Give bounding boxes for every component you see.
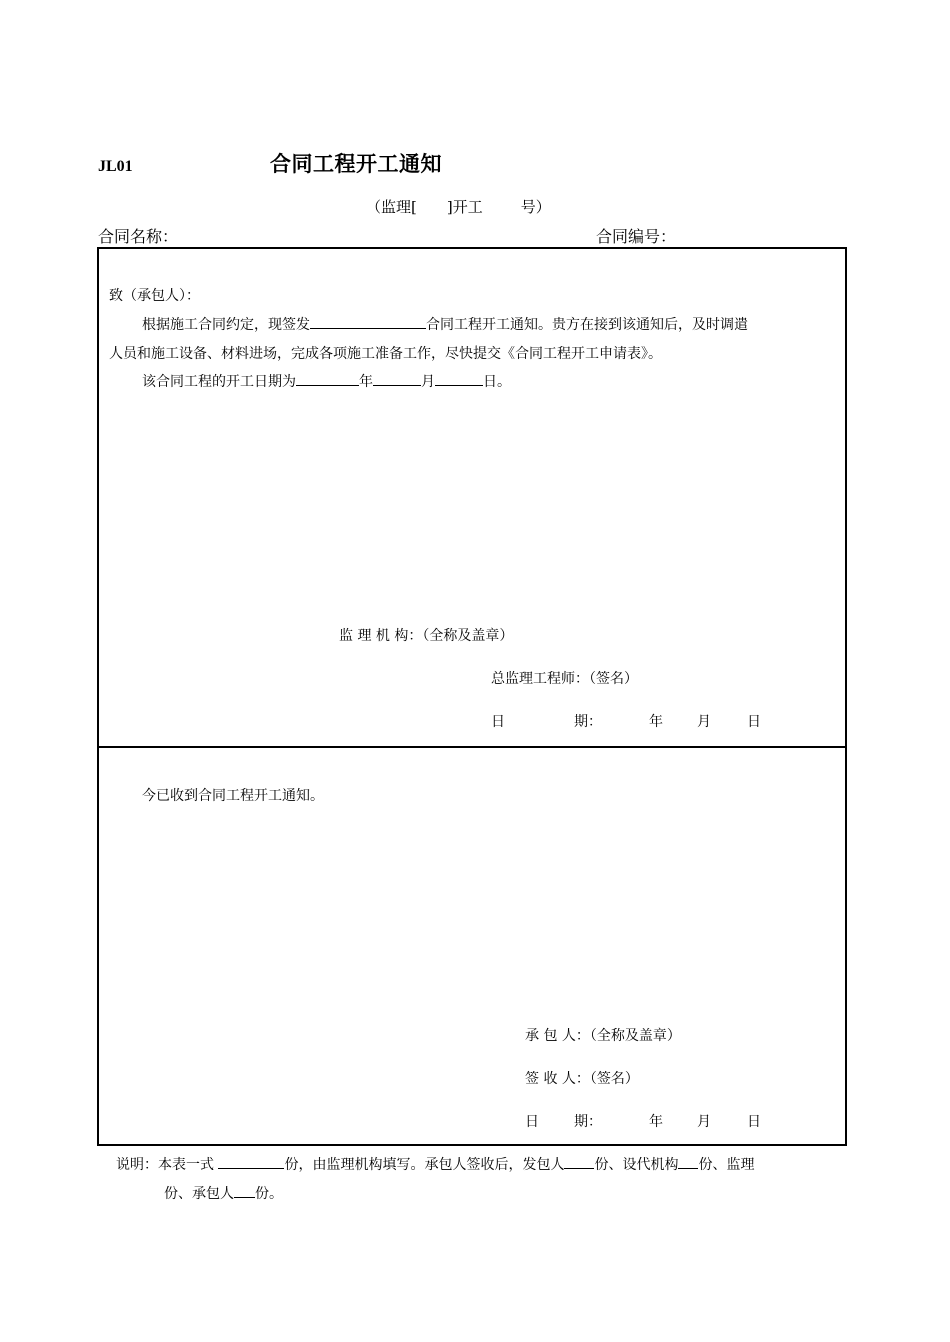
start-date-line [142,371,511,391]
start-day-label: 日。 [483,374,511,390]
receipt-statement: 今已收到合同工程开工通知。 [142,788,324,804]
design-rep-copies-blank[interactable] [678,1154,698,1169]
receipt-date-label-2: 期： [574,1114,602,1130]
receipt-date-month: 月 [697,1114,711,1130]
chief-engineer-label: 总监理工程师：（签名） [491,671,638,687]
start-year-label: 年 [359,374,373,390]
copies-blank[interactable] [218,1154,284,1169]
notice-paragraph-line1 [142,314,748,334]
notice-paragraph-line2: 人员和施工设备、材料进场，完成各项施工准备工作，尽快提交《合同工程开工申请表》。 [109,346,662,362]
notice-date-year: 年 [649,714,663,730]
receipt-date-label: 日 [525,1114,539,1130]
footnote-text-e: 份、承包人 [164,1186,234,1202]
start-date-intro: 该合同工程的开工日期为 [142,374,296,390]
footnote-copies-label: 说明：本表一式 [116,1157,214,1173]
recipient-line: 致（承包人）： [109,288,200,304]
supervisor-org-label: 监 理 机 构：（全称及盖章） [339,628,514,644]
contract-blank[interactable] [310,314,426,329]
footnote-line2 [164,1183,283,1203]
notice-date-month: 月 [697,714,711,730]
para1-start: 根据施工合同约定，现签发 [142,317,310,333]
contract-name-label: 合同名称： [98,227,179,246]
para1-end: 合同工程开工通知。贵方在接到该通知后，及时调遣 [426,317,748,333]
start-year-blank[interactable] [296,371,359,386]
notice-date-day: 日 [747,714,761,730]
contractor-label: 承 包 人：（全称及盖章） [525,1028,681,1044]
start-day-blank[interactable] [435,371,483,386]
doc-no-mid: ]开工 [446,198,483,216]
footnote-text-c: 份、设代机构 [594,1157,679,1173]
receiver-label: 签 收 人：（签名） [525,1071,639,1087]
receipt-date-year: 年 [649,1114,663,1130]
start-month-blank[interactable] [373,371,421,386]
doc-no-suffix: 号） [520,198,551,216]
start-month-label: 月 [421,374,435,390]
footnote-text-f: 份。 [255,1186,283,1202]
page-title: 合同工程开工通知 [270,152,442,176]
employer-copies-blank[interactable] [564,1154,594,1169]
doc-no-prefix: （监理[ [366,198,417,216]
form-frame [97,247,847,1146]
contract-number-label: 合同编号： [596,227,677,246]
document-number [366,196,551,217]
contractor-copies-blank[interactable] [234,1183,255,1198]
footnote-line1 [116,1154,754,1174]
notice-date-label-2: 期： [574,714,602,730]
section-divider [99,746,845,748]
form-code: JL01 [98,158,133,175]
notice-date-label: 日 [491,714,505,730]
receipt-date-day: 日 [747,1114,761,1130]
footnote-text-d: 份、监理 [698,1157,755,1173]
footnote-text-b: 份，由监理机构填写。承包人签收后，发包人 [284,1157,565,1173]
